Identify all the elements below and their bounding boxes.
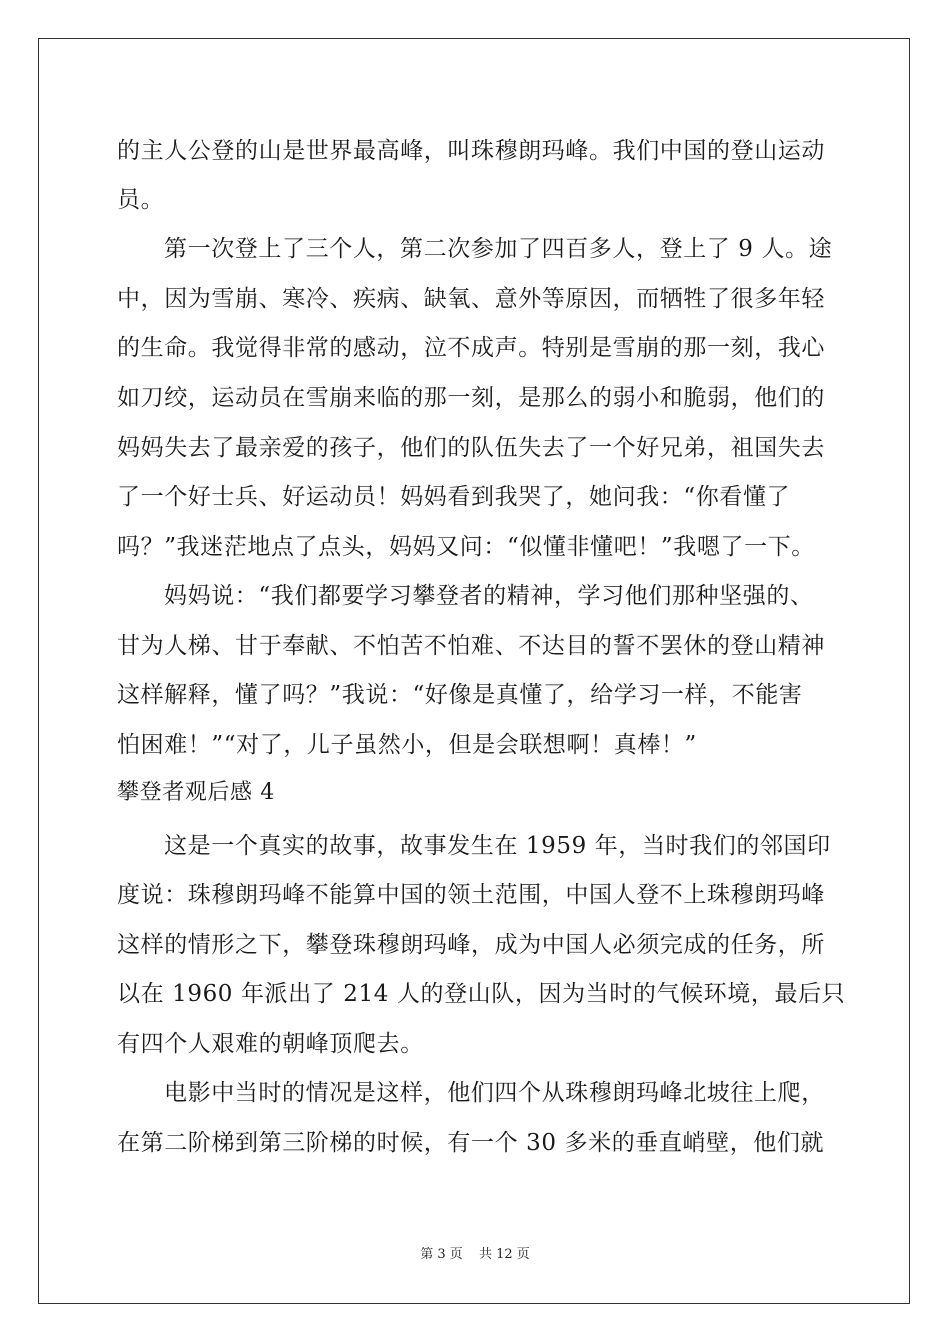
text-line: 的主人公登的山是世界最高峰，叫珠穆朗玛峰。我们中国的登山运动 [117,138,825,164]
paragraph-start-line: 电影中当时的情况是这样，他们四个从珠穆朗玛峰北坡往上爬， [164,1080,825,1106]
paragraph-start-line: 这是一个真实的故事，故事发生在 1959 年，当时我们的邻国印 [164,833,831,859]
text-line: 度说：珠穆朗玛峰不能算中国的领土范围，中国人登不上珠穆朗玛峰 [117,882,825,908]
text-line: 员。 [117,187,165,213]
text-line: 怕困难！”“对了，儿子虽然小，但是会联想啊！真棒！” [117,732,697,758]
text-line: 这样的情形之下，攀登珠穆朗玛峰，成为中国人必须完成的任务，所 [117,932,825,958]
paragraph-start-line: 妈妈说：“我们都要学习攀登者的精神，学习他们那种坚强的、 [164,583,814,609]
text-line: 吗？”我迷茫地点了点头，妈妈又问：“似懂非懂吧！”我嗯了一下。 [117,534,815,560]
section-heading: 攀登者观后感 4 [117,780,275,805]
text-line: 有四个人艰难的朝峰顶爬去。 [117,1031,424,1057]
text-line: 如刀绞，运动员在雪崩来临的那一刻，是那么的弱小和脆弱，他们的 [117,385,825,411]
paragraph-start-line: 第一次登上了三个人，第二次参加了四百多人，登上了 9 人。途 [164,236,833,262]
text-line: 以在 1960 年派出了 214 人的登山队，因为当时的气候环境，最后只 [117,981,846,1007]
text-line: 妈妈失去了最亲爱的孩子，他们的队伍失去了一个好兄弟，祖国失去 [117,435,825,461]
text-line: 的生命。我觉得非常的感动，泣不成声。特别是雪崩的那一刻，我心 [117,335,825,361]
text-line: 这样解释，懂了吗？”我说：“好像是真懂了，给学习一样，不能害 [117,682,803,708]
text-line: 甘为人梯、甘于奉献、不怕苦不怕难、不达目的誓不罢休的登山精神 [117,633,825,659]
page-number: 第 3 页 [420,1247,463,1262]
page-border [38,38,910,1304]
text-line: 在第二阶梯到第三阶梯的时候，有一个 30 多米的垂直峭壁，他们就 [117,1130,825,1156]
text-line: 了一个好士兵、好运动员！妈妈看到我哭了，她问我：“你看懂了 [117,484,791,510]
page-total: 共 12 页 [478,1247,530,1262]
page-footer [0,1246,950,1264]
text-line: 中，因为雪崩、寒冷、疾病、缺氧、意外等原因，而牺牲了很多年轻 [117,286,825,312]
